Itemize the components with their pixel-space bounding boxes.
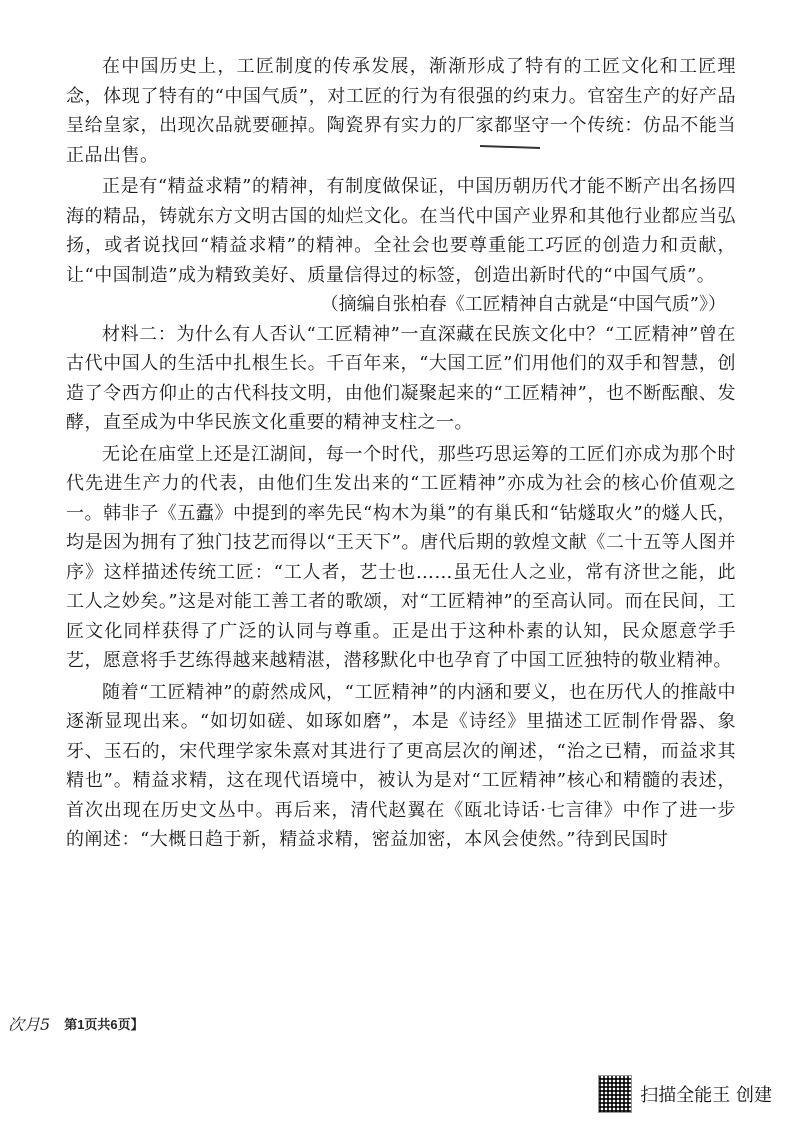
handwritten-note: 次月5 — [8, 1015, 51, 1034]
paragraph-5: 随着“工匠精神”的蔚然成风，“工匠精神”的内涵和要义，也在历代人的推敲中逐渐显现出来。“如切如磋、如琢如磨”，本是《诗经》里描述工匠制作骨器、象牙、玉石的，宋代理学家朱熹对其进行了更高层次的阐述，“治之已精，而益求其精也”。精益求精，这在现代语境中，被认为是对“工匠精神”核心和精髓的表述，首次出现在历史文丛中。再后来，清代赵翼在《瓯北诗话·七言律》中作了进一步的阐述：“大概日趋于新，精益求精，密益加密，本风会使然。”待到民国时 — [66, 681, 736, 850]
page-number: 第1页共6页】 — [64, 1017, 144, 1032]
paragraph-3: 材料二：为什么有人否认“工匠精神”一直深藏在民族文化中？“工匠精神”曾在古代中国人的生活中扎根生长。千百年来，“大国工匠”们用他们的双手和智慧，创造了令西方仰止的古代科技文明，由他们凝聚起来的“工匠精神”，也不断酝酿、发酵，直至成为中华民族文化重要的精神支柱之一。 — [66, 323, 736, 433]
qr-code-icon — [598, 1075, 632, 1113]
scanner-watermark — [598, 1075, 772, 1113]
paragraph-1: 在中国历史上，工匠制度的传承发展，渐渐形成了特有的工匠文化和工匠理念，体现了特有的“中国气质”，对工匠的行为有很强的约束力。官窑生产的好产品呈给皇家，出现次品就要砸掉。陶瓷界有实力的厂家都坚守一个传统：仿品不能当正品出售。 — [66, 56, 736, 166]
paragraph-2: 正是有“精益求精”的精神，有制度做保证，中国历朝历代才能不断产出名扬四海的精品，铸就东方文明古国的灿烂文化。在当代中国产业界和其他行业都应当弘扬，或者说找回“精益求精”的精神。全社会也要尊重能工巧匠的创造力和贡献，让“中国制造”成为精致美好、质量信得过的标签，创造出新时代的“中国气质”。 — [66, 176, 736, 286]
citation: （摘编自张柏春《工匠精神自古就是“中国气质”》） — [320, 294, 726, 315]
paragraph-4: 无论在庙堂上还是江湖间，每一个时代，那些巧思运筹的工匠们亦成为那个时代先进生产力的代表，由他们生发出来的“工匠精神”亦成为社会的核心价值观之一。韩非子《五蠹》中提到的率先民“构木为巢”的有巢氏和“钻燧取火”的燧人氏，均是因为拥有了独门技艺而得以“王天下”。唐代后期的敦煌文献《二十五等人图并序》这样描述传统工匠：“工人者，艺士也……虽无仕人之业，常有济世之能，此工人之妙矣。”这是对能工善工者的歌颂，对“工匠精神”的至高认同。而在民间，工匠文化同样获得了广泛的认同与尊重。正是出于这种朴素的认知，民众愿意学手艺，愿意将手艺练得越来越精湛，潜移默化中也孕育了中国工匠独特的敬业精神。 — [66, 443, 736, 671]
scanner-watermark-text: 扫描全能王 创建 — [640, 1085, 772, 1106]
page-footer — [8, 1012, 144, 1035]
document-body — [66, 52, 736, 855]
